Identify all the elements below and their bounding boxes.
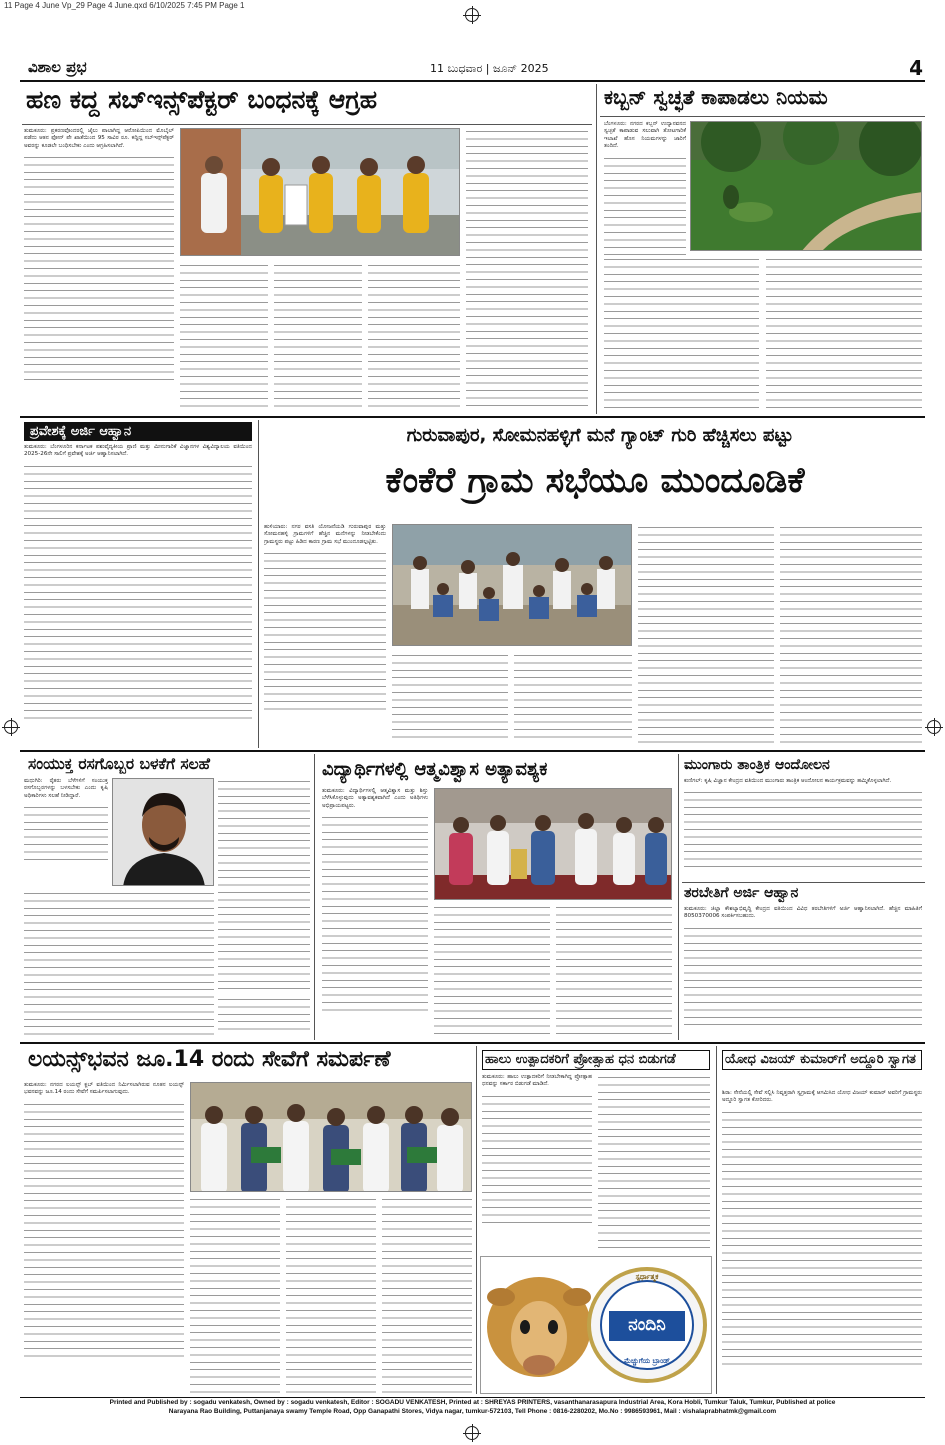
story9-col4 bbox=[382, 1196, 472, 1394]
story3-headline: ಪ್ರವೇಶಕ್ಕೆ ಅರ್ಜಿ ಆಹ್ವಾನ bbox=[24, 422, 252, 441]
story8-headline: ತರಬೇತಿಗೆ ಅರ್ಜಿ ಆಹ್ವಾನ bbox=[684, 885, 799, 901]
story4-col4 bbox=[638, 524, 774, 744]
story2-headline: ಕಬ್ಬನ್ ಸ್ವಚ್ಛತೆ ಕಾಪಾಡಲು ನಿಯಮ bbox=[604, 85, 828, 109]
story5-col2 bbox=[218, 778, 310, 994]
lions-club-photo bbox=[190, 1082, 472, 1192]
divider bbox=[600, 116, 925, 117]
imprint-line-1: Printed and Published by : sogadu venkatesh, Owned by : sogadu venkatesh, Editor : SOGADU VENKATESH, Printed at : SHREYAS PRINTERS, vasanthanarasapura Industrial Area, Kora Hobli, Tumkur Taluk, Tumkur, Published at police bbox=[109, 1399, 836, 1406]
divider bbox=[678, 754, 679, 1040]
story2-body: ಬೆಂಗಳೂರು: ನಗರದ ಕಬ್ಬನ್ ಉದ್ಯಾನವನದ ಸ್ವಚ್ಛತೆ ಕಾಪಾಡುವ ಸಲುವಾಗಿ ತೋಟಗಾರಿಕೆ ಇಲಾಖೆ ಹೊಸ ನಿಯಮಗಳನ್ನು ಜಾರಿಗೆ ತಂದಿದೆ. bbox=[604, 121, 686, 269]
nandini-ad bbox=[480, 1256, 712, 1394]
story4-col3 bbox=[514, 652, 632, 744]
story2-col2 bbox=[604, 256, 759, 411]
issue-date: 11 ಬುಧವಾರ | ಜೂನ್ 2025 bbox=[430, 62, 549, 75]
story3-body: ತುಮಕೂರು: ಬೆಂಗಳೂರಿನ ಕರ್ನಾಟಕ ಪಶುವೈದ್ಯಕೀಯ ಪ್ರಾಣಿ ಮತ್ತು ಮೀನುಗಾರಿಕೆ ವಿಜ್ಞಾನಗಳ ವಿಶ್ವವಿದ್ಯಾಲಯ ವತಿಯಿಂದ 2025-26ನೇ ಸಾಲಿಗೆ ಪ್ರವೇಶಕ್ಕೆ ಅರ್ಜಿ ಆಹ್ವಾನಿಸಲಾಗಿದೆ. bbox=[24, 444, 252, 744]
section-divider bbox=[20, 416, 925, 418]
story1-col5 bbox=[466, 128, 588, 410]
masthead bbox=[20, 52, 925, 82]
file-slug: 11 Page 4 June Vp_29 Page 4 June.qxd 6/10/2025 7:45 PM Page 1 bbox=[4, 1, 245, 10]
story10-col2 bbox=[598, 1074, 710, 1250]
portrait-photo bbox=[112, 778, 214, 886]
imprint-footer bbox=[20, 1397, 925, 1417]
divider bbox=[716, 1046, 717, 1394]
story8-body: ತುಮಕೂರು: ಜಿಲ್ಲಾ ಕೌಶಲ್ಯಾಭಿವೃದ್ಧಿ ಕೇಂದ್ರದ ವತಿಯಿಂದ ವಿವಿಧ ತರಬೇತಿಗಳಿಗೆ ಅರ್ಜಿ ಆಹ್ವಾನಿಸಲಾಗಿದೆ. ಹೆಚ್ಚಿನ ಮಾಹಿತಿಗೆ 8050370006 ಸಂಪರ್ಕಿಸಬಹುದು. bbox=[684, 906, 922, 1036]
section-divider bbox=[20, 750, 925, 752]
story5-col3 bbox=[24, 890, 214, 1036]
story4-col2 bbox=[392, 652, 508, 744]
ad-brand: ನಂದಿನಿ bbox=[628, 1315, 666, 1335]
story2-col3 bbox=[766, 256, 922, 411]
story6-headline: ವಿದ್ಯಾರ್ಥಿಗಳಲ್ಲಿ ಆತ್ಮವಿಶ್ವಾಸ ಅತ್ಯಾವಶ್ಯಕ bbox=[322, 759, 548, 780]
story6-col2 bbox=[434, 904, 550, 1036]
registration-mark-icon bbox=[4, 720, 18, 734]
ad-tagline: ಮೆಚ್ಚುಗೆಯ ಬ್ರಾಂಡ್ bbox=[624, 1357, 670, 1365]
story1-col2 bbox=[180, 262, 268, 410]
park-photo bbox=[690, 121, 922, 251]
paper-name: ವಿಶಾಲ ಪ್ರಭ bbox=[28, 58, 87, 76]
registration-mark-icon bbox=[927, 720, 941, 734]
gram-sabha-photo bbox=[392, 524, 632, 646]
story7-body: ಕುಣಿಗಲ್: ಕೃಷಿ ವಿಜ್ಞಾನ ಕೇಂದ್ರದ ವತಿಯಿಂದ ಮುಂಗಾರು ತಾಂತ್ರಿಕ ಆಂದೋಲನ ಕಾರ್ಯಕ್ರಮವನ್ನು ಹಮ್ಮಿಕೊಳ್ಳಲಾಗಿದೆ. bbox=[684, 778, 922, 878]
story9-col2 bbox=[190, 1196, 280, 1394]
story4-headline: ಕೆಂಕೆರೆ ಗ್ರಾಮ ಸಭೆಯೂ ಮುಂದೂಡಿಕೆ bbox=[385, 461, 805, 501]
page-number: 4 bbox=[909, 56, 923, 80]
students-event-photo bbox=[434, 788, 672, 900]
divider bbox=[314, 754, 315, 1040]
story10-headline: ಹಾಲು ಉತ್ಪಾದಕರಿಗೆ ಪ್ರೋತ್ಸಾಹ ಧನ ಬಿಡುಗಡೆ bbox=[482, 1050, 710, 1070]
story5-headline: ಸಂಯುಕ್ತ ರಸಗೊಬ್ಬರ ಬಳಕೆಗೆ ಸಲಹೆ bbox=[28, 755, 211, 773]
story9-body: ತುಮಕೂರು: ನಗರದ ಲಯನ್ಸ್ ಕ್ಲಬ್ ವತಿಯಿಂದ ನಿರ್ಮಿಸಲಾಗಿರುವ ನೂತನ ಲಯನ್ಸ್ ಭವನವನ್ನು ಜೂ.14 ರಂದು ಸೇವೆಗೆ ಸಮರ್ಪಿಸಲಾಗುವುದು. bbox=[24, 1082, 184, 1394]
story4-body: ಹುಳಿಯಾರು: ನಗರ ವಸತಿ ಯೋಜನೆಯಡಿ ಗುರುವಾಪುರ ಮತ್ತು ಸೋಮನಹಳ್ಳಿ ಗ್ರಾಮಗಳಿಗೆ ಹೆಚ್ಚಿನ ಮನೆಗಳನ್ನು ನೀಡಬೇಕೆಂದು ಗ್ರಾಮಸ್ಥರು ಪಟ್ಟು ಹಿಡಿದ ಕಾರಣ ಗ್ರಾಮ ಸಭೆ ಮುಂದೂಡಲ್ಪಟ್ಟಿತು. bbox=[264, 524, 386, 744]
story5-body: ಮಧುಗಿರಿ: ರೈತರು ಬೆಳೆಗಳಿಗೆ ಸಂಯುಕ್ತ ರಸಗೊಬ್ಬರಗಳನ್ನು ಬಳಸಬೇಕು ಎಂದು ಕೃಷಿ ಅಧಿಕಾರಿಗಳು ಸಲಹೆ ನೀಡಿದ್ದಾರೆ. bbox=[24, 778, 108, 886]
registration-mark-icon bbox=[465, 1426, 479, 1440]
story6-body: ತುಮಕೂರು: ವಿದ್ಯಾರ್ಥಿಗಳಲ್ಲಿ ಆತ್ಮವಿಶ್ವಾಸ ಮತ್ತು ಶಿಸ್ತು ಬೆಳೆಸಿಕೊಳ್ಳುವುದು ಅತ್ಯಾವಶ್ಯಕವಾಗಿದೆ ಎಂದು ಅತಿಥಿಗಳು ಅಭಿಪ್ರಾಯಪಟ್ಟರು. bbox=[322, 788, 428, 1036]
story9-headline: ಲಯನ್ಸ್‌ಭವನ ಜೂ.14 ರಂದು ಸೇವೆಗೆ ಸಮರ್ಪಣೆ bbox=[28, 1047, 391, 1072]
story11-headline: ಯೋಧ ವಿಜಯ್ ಕುಮಾರ್‌ಗೆ ಅದ್ದೂರಿ ಸ್ವಾಗತ bbox=[722, 1050, 922, 1070]
story11-body: ಶಿರಾ: ಸೇನೆಯಲ್ಲಿ ಸೇವೆ ಸಲ್ಲಿಸಿ ನಿವೃತ್ತರಾಗಿ ಸ್ವಗ್ರಾಮಕ್ಕೆ ಆಗಮಿಸಿದ ಯೋಧ ವಿಜಯ್ ಕುಮಾರ್ ಅವರಿಗೆ ಗ್ರಾಮಸ್ಥರು ಅದ್ದೂರಿ ಸ್ವಾಗತ ಕೋರಿದರು. bbox=[722, 1090, 922, 1394]
story10-body: ತುಮಕೂರು: ಹಾಲು ಉತ್ಪಾದಕರಿಗೆ ನೀಡಬೇಕಾಗಿದ್ದ ಪ್ರೋತ್ಸಾಹ ಧನವನ್ನು ಸರ್ಕಾರ ಬಿಡುಗಡೆ ಮಾಡಿದೆ. bbox=[482, 1074, 592, 1250]
imprint-line-2: Narayana Rao Building, Puttanjanaya swamy Temple Road, Opp Ganapathi Stores, Vidya nagar, tumkur-572103, Tell Phone : 0816-2280202, Mo.No : 9986593961, Mail : vishalaprabhatmk@gmail.com bbox=[168, 1408, 777, 1415]
story1-headline: ಹಣ ಕದ್ದ ಸಬ್‌ಇನ್ಸ್‌ಪೆಕ್ಟರ್ ಬಂಧನಕ್ಕೆ ಆಗ್ರಹ bbox=[26, 85, 378, 114]
registration-mark-icon bbox=[465, 8, 479, 22]
divider bbox=[22, 124, 592, 125]
divider bbox=[596, 84, 597, 414]
story1-photo bbox=[180, 128, 460, 256]
divider bbox=[682, 882, 925, 883]
story7-headline: ಮುಂಗಾರು ತಾಂತ್ರಿಕ ಆಂದೋಲನ bbox=[684, 757, 830, 773]
story4-kicker: ಗುರುವಾಪುರ, ಸೋಮನಹಳ್ಳಿಗೆ ಮನೆ ಗ್ಯಾಂಟ್ ಗುರಿ ಹೆಚ್ಚಿಸಲು ಪಟ್ಟು bbox=[406, 425, 794, 446]
story1-body: ತುಮಕೂರು: ಪ್ರಕರಣವೊಂದರಲ್ಲಿ ಜೈಲು ಪಾಲಾಗಿದ್ದ ಆರೋಪಿಯಿಂದ ಮೊಬೈಲ್ ಪಡೆದು ಆತನ ಫೋನ್ ಪೇ ಖಾತೆಯಿಂದ 95 ಸಾವಿರ ರೂ. ಕದ್ದಿದ್ದ ಸಬ್‌ಇನ್ಸ್‌ಪೆಕ್ಟರ್ ಅವರನ್ನು ಕೂಡಲೇ ಬಂಧಿಸಬೇಕು ಎಂದು ಆಗ್ರಹಿಸಲಾಗಿದೆ. bbox=[24, 128, 174, 410]
divider bbox=[476, 1046, 477, 1394]
story1-col3 bbox=[274, 262, 362, 410]
story4-col5 bbox=[780, 524, 922, 744]
story1-col4 bbox=[368, 262, 460, 410]
story9-col3 bbox=[286, 1196, 376, 1394]
story6-col3 bbox=[556, 904, 672, 1036]
ad-arc-text: ಸ್ಪರ್ಧಾತ್ಮಕ bbox=[635, 1273, 659, 1281]
section-divider bbox=[20, 1042, 925, 1044]
divider bbox=[258, 420, 259, 748]
story5-col4 bbox=[218, 996, 310, 1036]
